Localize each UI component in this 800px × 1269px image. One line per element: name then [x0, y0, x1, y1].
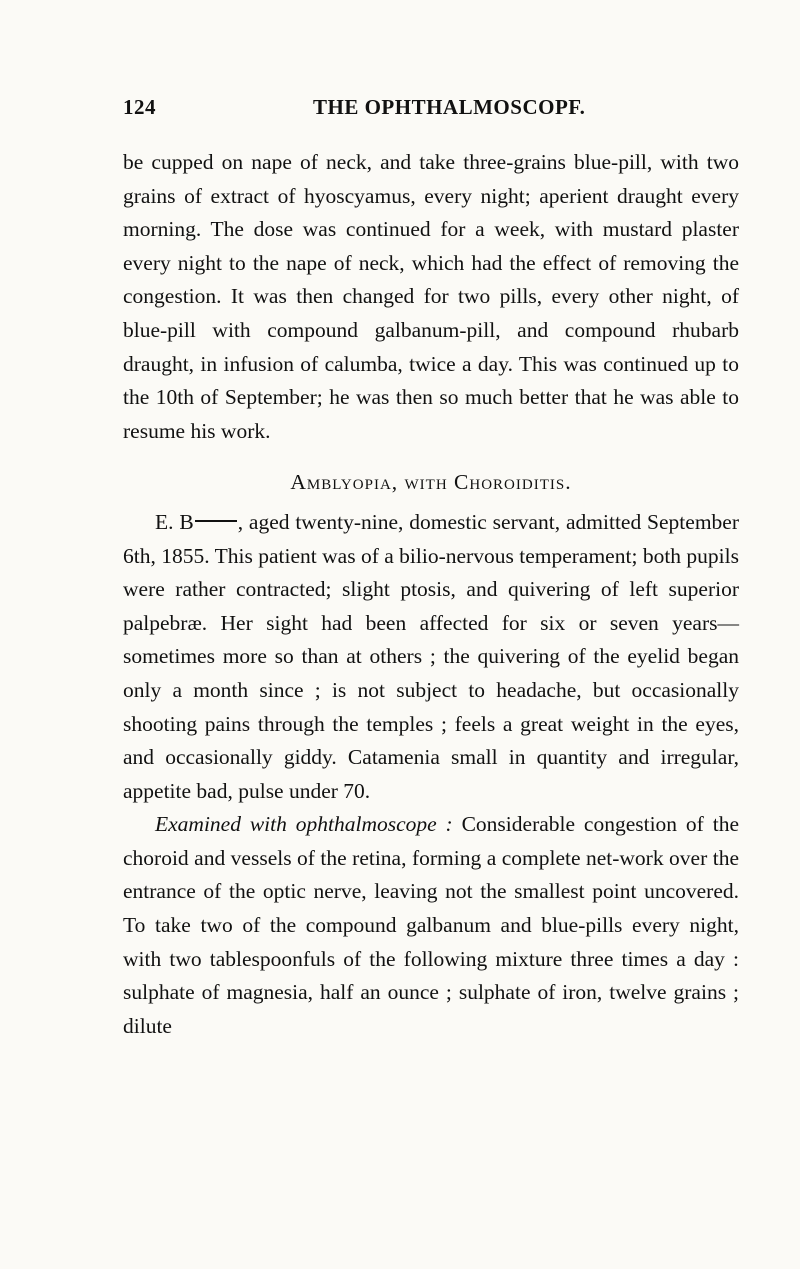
patient-initials: E. B [155, 509, 194, 534]
paragraph-case-continuation: be cupped on nape of neck, and take three-grains blue-pill, with two grains of extract of hyoscyamus, every night; aperient draught every morning. The dose was continued for a week, with mustard plaster every night to the nape of neck, which had the effect of removing the congestion. It was then changed for two pills, every other night, of blue-pill with compound galbanum-pill, and compound rhubarb draught, in infusion of calumba, twice a day. This was continued up to the 10th of September; he was then so much better that he was able to resume his work. [123, 150, 739, 443]
examination-lead: Examined with ophthalmoscope : [155, 812, 453, 837]
examination-text: Considerable congestion of the choroid and vessels of the retina, forming a complete net-work over the entrance of the optic nerve, leaving not the smallest point uncovered. To take two of the compound galbanum and blue-pills every night, with two tablespoonfuls of the following mixture three times a day : sulphate of magnesia, half an ounce ; sulphate of iron, twelve grains ; dilute [123, 812, 739, 1038]
section-heading: Amblyopia, with Choroiditis. [290, 470, 572, 495]
paragraph-examination [123, 808, 739, 1043]
page-body [123, 146, 739, 1043]
case-history-text: , aged twenty-nine, domestic servant, admitted September 6th, 1855. This patient was of a bilio-nervous temperament; both pupils were rather contracted; slight ptosis, and quivering of left superior palpebræ. Her sight had been affected for six or seven years—sometimes more so than at others ; the quivering of the eyelid began only a month since ; is not subject to headache, but occasionally shooting pains through the temples ; feels a great weight in the eyes, and occasionally giddy. Catamenia small in quantity and irregular, appetite bad, pulse under 70. [123, 509, 739, 803]
running-title: THE OPHTHALMOSCOPF. [313, 95, 586, 119]
paragraph-case-history [123, 506, 739, 808]
name-redaction-dash [195, 520, 237, 522]
page-number: 124 [123, 95, 156, 119]
page-header [123, 95, 739, 125]
